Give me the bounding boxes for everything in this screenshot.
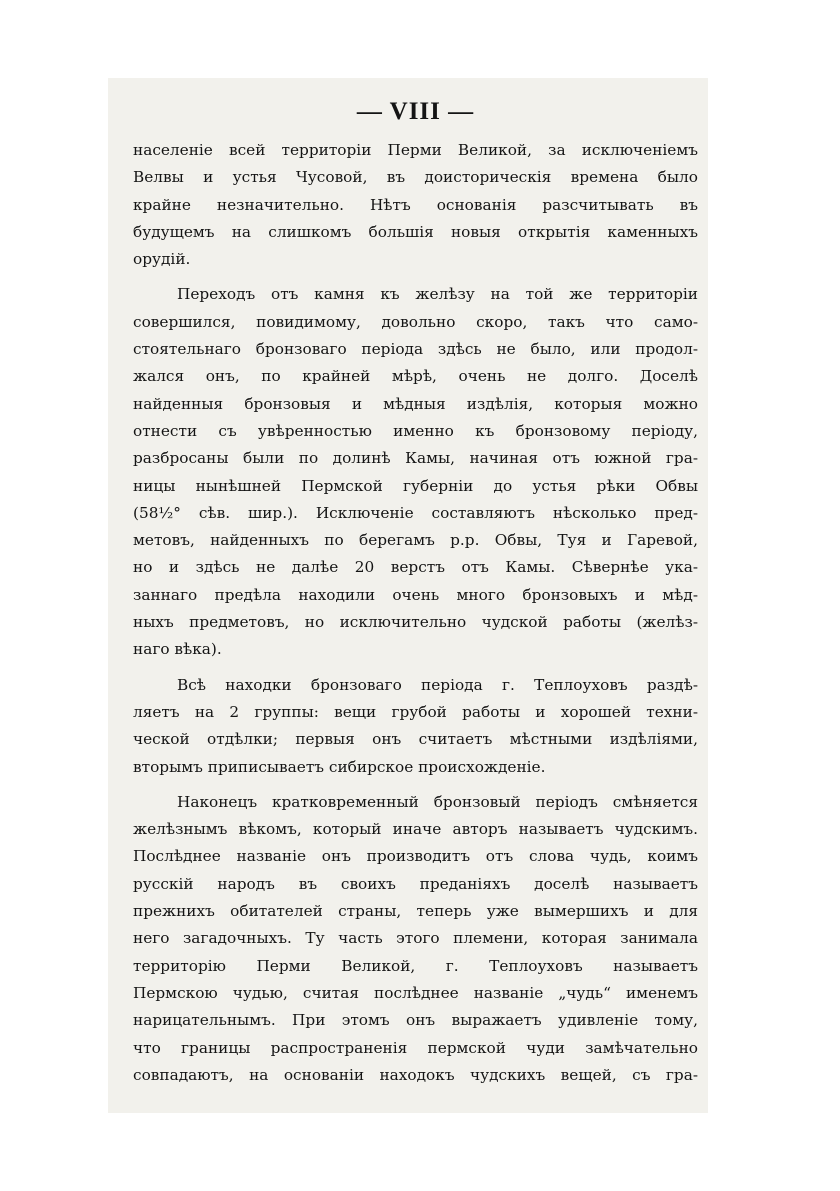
text-line: Переходъ отъ камня къ желѣзу на той же территоріи xyxy=(177,285,698,304)
text-line: орудій. xyxy=(133,250,191,269)
paragraph-4 xyxy=(133,789,698,1089)
text-line: него загадочныхъ. Ту часть этого племени, которая занимала xyxy=(133,929,698,948)
text-line: наго вѣка). xyxy=(133,640,222,659)
paragraph-1 xyxy=(133,137,698,273)
text-line: жался онъ, по крайней мѣрѣ, очень не долго. Доселѣ xyxy=(133,367,698,386)
text-line: стоятельнаго бронзоваго періода здѣсь не было, или продол- xyxy=(133,340,698,359)
text-line: территорію Перми Великой, г. Теплоуховъ называетъ xyxy=(133,956,698,975)
text-line: крайне незначительно. Нѣтъ основанія разсчитывать въ xyxy=(133,195,698,214)
paragraph-3 xyxy=(133,672,698,781)
text-line: ческой отдѣлки; первыя онъ считаетъ мѣстными издѣліями, xyxy=(133,730,698,749)
text-line: разбросаны были по долинѣ Камы, начиная отъ южной гра- xyxy=(133,449,698,468)
text-line: но и здѣсь не далѣе 20 верстъ отъ Камы. Сѣвернѣе ука- xyxy=(133,558,698,577)
text-line: совпадаютъ, на основаніи находокъ чудскихъ вещей, съ гра- xyxy=(133,1065,698,1084)
text-line: найденныя бронзовыя и мѣдныя издѣлія, которыя можно xyxy=(133,394,698,413)
text-line: нарицательнымъ. При этомъ онъ выражаетъ удивленіе тому, xyxy=(133,1011,698,1030)
text-line: будущемъ на слишкомъ большія новыя открытія каменныхъ xyxy=(133,222,698,241)
text-line: вторымъ приписываетъ сибирское происхожденіе. xyxy=(133,757,546,776)
paragraph-2 xyxy=(133,281,698,663)
text-line: отнести съ увѣренностью именно къ бронзовому періоду, xyxy=(133,421,698,440)
text-line: Пермскою чудью, считая послѣднее названіе „чудь“ именемъ xyxy=(133,983,698,1002)
text-line: русскій народъ въ своихъ преданіяхъ доселѣ называетъ xyxy=(133,874,698,893)
text-line: что границы распространенія пермской чуди замѣчательно xyxy=(133,1038,698,1057)
document-page xyxy=(133,95,698,1097)
text-line: ляетъ на 2 группы: вещи грубой работы и хорошей техни- xyxy=(133,702,698,721)
text-line: Велвы и устья Чусовой, въ доисторическія времена было xyxy=(133,168,698,187)
page-number-header: — VIII — xyxy=(356,98,475,125)
text-line: Всѣ находки бронзоваго періода г. Теплоуховъ раздѣ- xyxy=(177,675,698,694)
text-line: ныхъ предметовъ, но исключительно чудской работы (желѣз- xyxy=(133,613,698,632)
text-line: желѣзнымъ вѣкомъ, который иначе авторъ называетъ чудскимъ. xyxy=(133,820,698,839)
text-line: Послѣднее названіе онъ производитъ отъ слова чудь, коимъ xyxy=(133,847,698,866)
text-line: Наконецъ кратковременный бронзовый періодъ смѣняется xyxy=(177,792,698,811)
text-line: (58½° сѣв. шир.). Исключеніе составляютъ нѣсколько пред- xyxy=(133,503,698,522)
text-line: ницы нынѣшней Пермской губерніи до устья рѣки Обвы xyxy=(133,476,698,495)
text-line: совершился, повидимому, довольно скоро, такъ что само- xyxy=(133,312,698,331)
text-line: населеніе всей территоріи Перми Великой, за исключеніемъ xyxy=(133,141,698,159)
text-line: прежнихъ обитателей страны, теперь уже вымершихъ и для xyxy=(133,902,698,921)
text-line: метовъ, найденныхъ по берегамъ р.р. Обвы, Туя и Гаревой, xyxy=(133,531,698,550)
text-line: заннаго предѣла находили очень много бронзовыхъ и мѣд- xyxy=(133,585,698,604)
